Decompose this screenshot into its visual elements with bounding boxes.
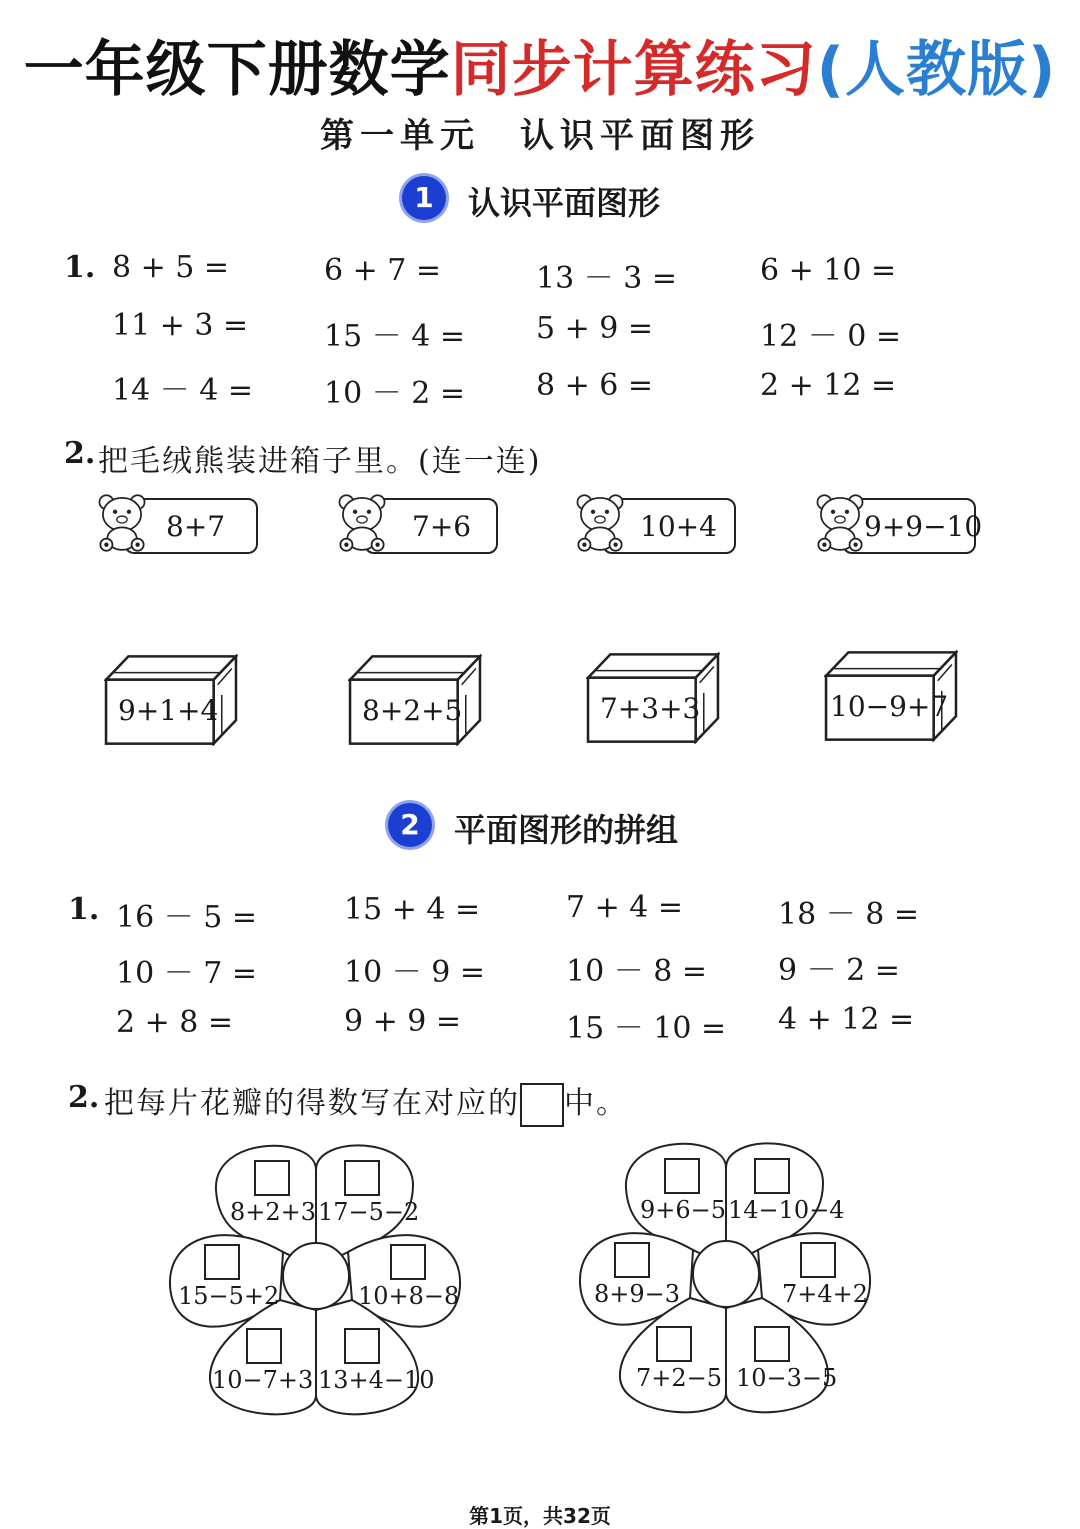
equation: 9 － 2 =: [778, 953, 900, 988]
answer-box[interactable]: [614, 1242, 650, 1278]
equation: 9 + 9 =: [344, 1004, 462, 1039]
bear-card[interactable]: [336, 490, 498, 560]
equation: 2 + 12 =: [760, 368, 897, 403]
equation: 10 － 2 =: [324, 376, 466, 411]
equation: 10 － 7 =: [116, 956, 258, 991]
equation: 12 － 0 =: [760, 319, 902, 354]
bear-label: 7+6: [412, 510, 472, 543]
answer-box[interactable]: [344, 1328, 380, 1364]
equation: 6 + 7 =: [324, 253, 442, 288]
equation: 13 － 3 =: [536, 261, 678, 296]
box-label: 8+2+5: [362, 694, 463, 727]
bear-card[interactable]: [96, 490, 258, 560]
page-footer: 第1页，共32页: [469, 1504, 611, 1528]
equation: 16 － 5 =: [116, 900, 258, 935]
equation: 10 － 9 =: [344, 955, 486, 990]
petal-label: 15−5+2: [178, 1282, 280, 1310]
equation: 7 + 4 =: [566, 890, 684, 925]
carton-box[interactable]: [586, 652, 720, 744]
carton-box[interactable]: [824, 650, 958, 742]
petal-label: 10−3−5: [736, 1364, 838, 1392]
title-part-1: 一年级下册数学: [23, 35, 451, 105]
bear-label: 8+7: [166, 510, 226, 543]
carton-box[interactable]: [104, 654, 238, 746]
answer-box-sample: [520, 1083, 564, 1127]
equation: 15 － 10 =: [566, 1011, 727, 1046]
section-2-heading: [388, 801, 708, 851]
answer-box[interactable]: [246, 1328, 282, 1364]
box-label: 9+1+4: [118, 694, 219, 727]
flower-1: [168, 1140, 464, 1422]
teddy-bear-icon: [96, 490, 148, 556]
petal-label: 8+9−3: [594, 1280, 681, 1308]
equation: 2 + 8 =: [116, 1005, 234, 1040]
equation: 5 + 9 =: [536, 311, 654, 346]
petal-label: 13+4−10: [318, 1366, 435, 1394]
answer-box[interactable]: [254, 1160, 290, 1196]
equation: 6 + 10 =: [760, 253, 897, 288]
flower-2: [578, 1138, 874, 1420]
section-title: 认识平面图形: [468, 184, 661, 222]
petal-label: 7+4+2: [782, 1280, 869, 1308]
answer-box[interactable]: [204, 1244, 240, 1280]
equation: 14 － 4 =: [112, 373, 254, 408]
answer-box[interactable]: [664, 1158, 700, 1194]
bear-label: 10+4: [640, 510, 717, 543]
answer-box[interactable]: [754, 1326, 790, 1362]
equation: 18 － 8 =: [778, 897, 920, 932]
equation: 8 + 5 =: [112, 250, 230, 285]
answer-box[interactable]: [390, 1244, 426, 1280]
answer-box[interactable]: [754, 1158, 790, 1194]
section-1-heading: [402, 174, 702, 224]
teddy-bear-icon: [336, 490, 388, 556]
bear-card[interactable]: [814, 490, 983, 560]
question-number: 2.: [64, 436, 96, 471]
unit-title: 第一单元 认识平面图形: [320, 116, 760, 156]
petal-label: 9+6−5: [640, 1196, 727, 1224]
equation: 15 － 4 =: [324, 319, 466, 354]
question-number: 1.: [64, 250, 96, 285]
bear-card[interactable]: [574, 490, 736, 560]
box-label: 10−9+7: [830, 690, 949, 723]
petal-label: 10−7+3: [212, 1366, 314, 1394]
teddy-bear-icon: [574, 490, 626, 556]
question-number: 2.: [68, 1080, 100, 1115]
carton-box[interactable]: [348, 654, 482, 746]
equation: 15 + 4 =: [344, 892, 481, 927]
answer-box[interactable]: [656, 1326, 692, 1362]
answer-box[interactable]: [800, 1242, 836, 1278]
question-text: 把毛绒熊装进箱子里。(连一连): [98, 444, 542, 479]
petal-label: 14−10−4: [728, 1196, 845, 1224]
title-part-2: 同步计算练习: [450, 35, 817, 105]
question-number: 1.: [68, 892, 100, 927]
section-title: 平面图形的拼组: [454, 811, 679, 849]
bear-label: 9+9−10: [864, 510, 983, 543]
petal-label: 17−5−2: [318, 1198, 420, 1226]
title-part-3: (人教版): [816, 35, 1057, 105]
petal-label: 7+2−5: [636, 1364, 723, 1392]
equation: 10 － 8 =: [566, 954, 708, 989]
equation: 4 + 12 =: [778, 1002, 915, 1037]
answer-box[interactable]: [344, 1160, 380, 1196]
equation: 8 + 6 =: [536, 368, 654, 403]
equation: 11 + 3 =: [112, 308, 249, 343]
worksheet-title: [0, 22, 1080, 108]
box-label: 7+3+3: [600, 692, 701, 725]
question-text: 把每片花瓣的得数写在对应的 中。: [104, 1078, 628, 1127]
petal-label: 8+2+3: [230, 1198, 317, 1226]
teddy-bear-icon: [814, 490, 866, 556]
section-number-badge: 1: [402, 176, 446, 220]
section-number-badge: 2: [388, 803, 432, 847]
petal-label: 10+8−8: [358, 1282, 460, 1310]
